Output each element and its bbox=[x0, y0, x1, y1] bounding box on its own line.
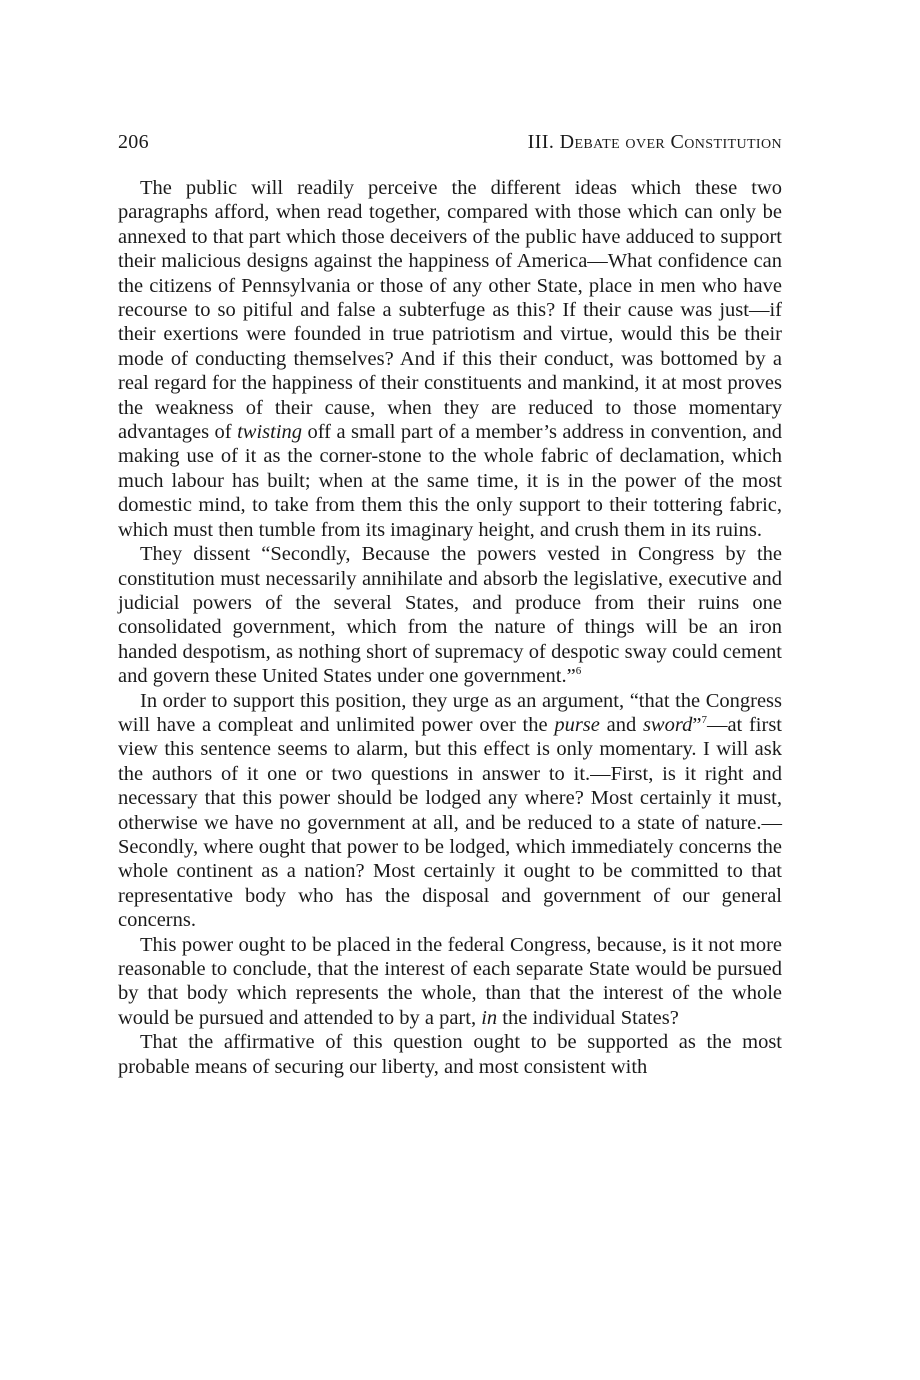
paragraph-1-text-b: off a small part of a member’s address in convention, and making use of it as the corner-stone to the whole fabric of declamation, which much labour has built; when at the same time, it is in the power of the most domestic mind, to take from them this the only support to their tottering fabric, which must then tumble from its imaginary height, and crush them in its ruins. bbox=[118, 421, 782, 541]
paragraph-4 bbox=[118, 933, 782, 1031]
paragraph-4-text-a: This power ought to be placed in the federal Congress, because, is it not more reasonable to conclude, that the interest of each separate State would be pursued by that body which represents the whole, than that the interest of the whole would be pursued and attended to by a part, bbox=[118, 933, 782, 1029]
paragraph-3-text-c: ” bbox=[692, 713, 702, 736]
paragraph-3-text-a: In order to support this position, they urge as an argument, “that the Congress will have a compleat and unlimited power over the bbox=[118, 689, 782, 736]
footnote-ref-7: 7 bbox=[701, 713, 707, 726]
paragraph-3-text-b: and bbox=[599, 713, 643, 736]
paragraph-3-emphasis-sword: sword bbox=[642, 713, 693, 736]
paragraph-1-text-a: The public will readily perceive the different ideas which these two paragraphs afford, when read together, compared with those which can only be annexed to that part which those deceivers of the public have adduced to support their malicious designs against the happiness of America—What confidence can the citizens of Pennsylvania or those of any other State, place in men who have recourse to so pitiful and false a subterfuge as this? If their cause was just—if their exertions were founded in true patriotism and virtue, would this be their mode of conducting themselves? And if this their conduct, was bottomed by a real regard for the happiness of their constituents and mankind, it at most proves the weakness of their cause, when they are reduced to those momentary advantages of bbox=[118, 177, 782, 444]
paragraph-2-text: They dissent “Secondly, Because the powers vested in Congress by the constitution must necessarily annihilate and absorb the legislative, executive and judicial powers of the several States, and produce from their ruins one consolidated government, which from the nature of things will be an iron handed despotism, as nothing short of supremacy of despotic sway could cement and govern these United States under one government.” bbox=[118, 543, 782, 688]
paragraph-1-emphasis: twisting bbox=[237, 421, 303, 444]
footnote-ref-6: 6 bbox=[575, 665, 582, 678]
paragraph-1 bbox=[118, 176, 782, 542]
paragraph-5 bbox=[118, 1030, 782, 1079]
paragraph-3-emphasis-purse: purse bbox=[554, 713, 600, 736]
paragraph-4-text-b: the individual States? bbox=[497, 1006, 679, 1029]
paragraph-3-text-d: —at first view this sentence seems to alarm, but this effect is only momentary. I will ask the authors of it one or two questions in answer to it.—First, is it right and necessary that this power should be lodged any where? Most certainly it must, otherwise we have no government at all, and be reduced to a state of nature.—Secondly, where ought that power to be lodged, which immediately concerns the whole continent as a nation? Most certainly it ought to be committed to that representative body who has the disposal and government of our general concerns. bbox=[118, 713, 782, 932]
book-page bbox=[118, 128, 782, 1079]
chapter-title: III. Debate over Constitution bbox=[527, 131, 782, 153]
paragraph-5-text: That the affirmative of this question ought to be supported as the most probable means of securing our liberty, and most consistent with bbox=[118, 1031, 782, 1078]
page-number: 206 bbox=[118, 131, 149, 153]
body-text bbox=[118, 176, 782, 1079]
paragraph-2 bbox=[118, 542, 782, 688]
running-head bbox=[118, 128, 782, 156]
paragraph-3 bbox=[118, 689, 782, 933]
paragraph-4-emphasis: in bbox=[481, 1006, 498, 1029]
